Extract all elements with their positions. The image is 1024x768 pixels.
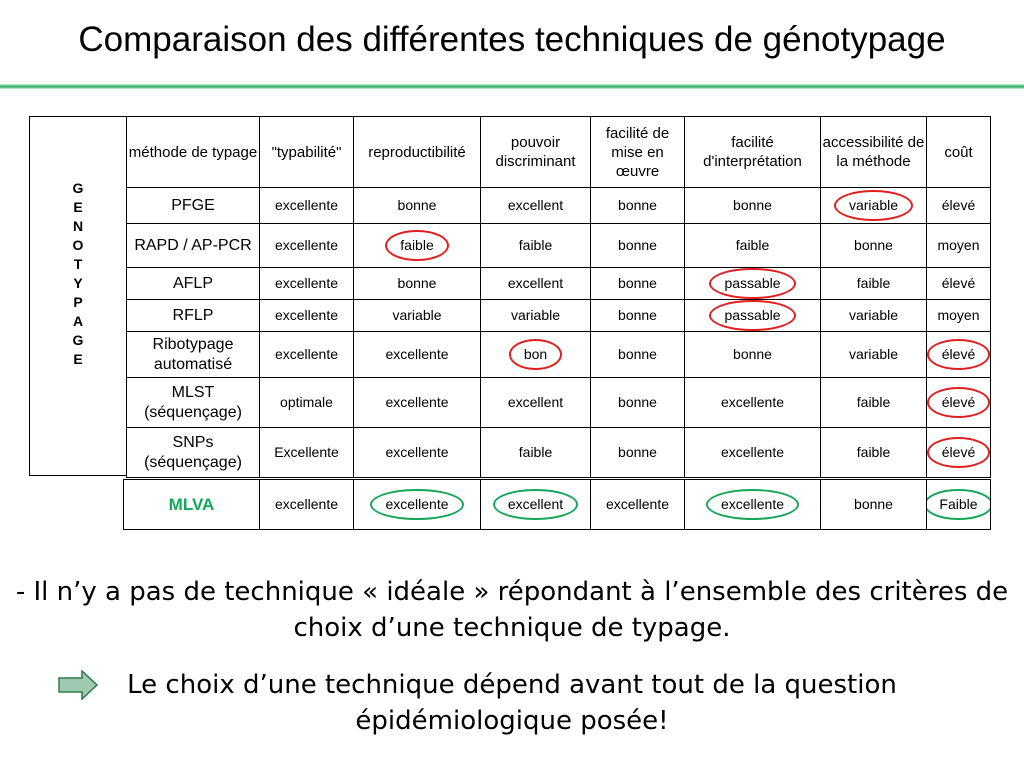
value-cell: excellent [481,268,591,300]
value-cell: excellente [354,428,481,478]
value-cell: faible [685,224,821,268]
mlva-row [124,480,991,530]
circled-value: excellente [720,496,785,512]
side-letter: P [73,294,83,310]
value-cell: excellente [260,332,354,378]
header-ease-of-use: facilité de mise en œuvre [591,117,685,188]
value-cell: variable [821,300,927,332]
circled-value: passable [724,307,781,323]
value-cell [685,268,821,300]
value-cell: bonne [591,188,685,224]
header-discriminatory-power: pouvoir discriminant [481,117,591,188]
value-cell: bonne [354,268,481,300]
value-cell: bonne [685,332,821,378]
value-cell: excellente [591,480,685,530]
circled-value: élevé [941,444,976,460]
side-letter: G [72,332,84,348]
side-letter: O [72,237,84,253]
header-typability: "typabilité" [260,117,354,188]
value-cell: bonne [591,300,685,332]
value-cell [927,480,991,530]
value-cell [927,378,991,428]
value-cell: excellente [685,378,821,428]
method-cell: MLST (séquençage) [127,378,260,428]
value-cell [821,188,927,224]
value-cell: excellente [354,332,481,378]
value-cell [685,480,821,530]
side-letter: E [73,351,83,367]
mlva-table [123,479,991,530]
value-cell: bonne [591,268,685,300]
method-cell: PFGE [127,188,260,224]
header-accessibility: accessibilité de la méthode [821,117,927,188]
table-row [127,188,991,224]
value-cell: faible [481,224,591,268]
value-cell: élevé [927,188,991,224]
value-cell: élevé [927,268,991,300]
mlva-method-cell: MLVA [124,480,260,530]
value-cell [354,480,481,530]
value-cell: excellent [481,378,591,428]
table-header-row [127,117,991,188]
value-cell: Excellente [260,428,354,478]
value-cell [927,428,991,478]
value-cell: moyen [927,224,991,268]
method-cell: RFLP [127,300,260,332]
title-divider [0,84,1024,89]
side-letter: E [73,199,83,215]
table-row [127,332,991,378]
table-row [127,378,991,428]
value-cell [481,480,591,530]
table-row [127,300,991,332]
circled-value: excellente [385,496,449,512]
value-cell [927,332,991,378]
value-cell: faible [821,268,927,300]
value-cell: bonne [685,188,821,224]
page-title: Comparaison des différentes techniques de génotypage [78,20,946,59]
circled-value: élevé [941,394,976,410]
value-cell: faible [821,378,927,428]
value-cell: moyen [927,300,991,332]
value-cell: excellente [260,188,354,224]
value-cell: excellente [354,378,481,428]
value-cell: bonne [591,224,685,268]
circled-value: variable [848,197,899,213]
value-cell: bonne [591,428,685,478]
value-cell: bonne [354,188,481,224]
right-arrow-icon [58,670,98,700]
circled-value: passable [724,275,781,291]
value-cell: excellente [260,300,354,332]
value-cell: faible [481,428,591,478]
circled-value: bon [523,346,548,362]
value-cell: faible [821,428,927,478]
value-cell: excellent [481,188,591,224]
table-row [127,224,991,268]
value-cell [685,300,821,332]
table-row [127,268,991,300]
header-method: méthode de typage [127,117,260,188]
value-cell: bonne [591,332,685,378]
method-cell: Ribotypage automatisé [127,332,260,378]
value-cell: bonne [591,378,685,428]
genotypage-side-label [29,116,127,476]
vertical-letters [30,179,126,369]
comparison-table [126,116,991,478]
value-cell: bonne [821,480,927,530]
value-cell: excellente [685,428,821,478]
header-ease-of-interpretation: facilité d'interprétation [685,117,821,188]
conclusion-text-2: Le choix d’une technique dépend avant tout de la question épidémiologique posée! [127,670,897,736]
method-cell: SNPs (séquençage) [127,428,260,478]
value-cell: optimale [260,378,354,428]
value-cell [354,224,481,268]
header-cost: coût [927,117,991,188]
value-cell: excellente [260,480,354,530]
method-cell: AFLP [127,268,260,300]
conclusion-text-1: - Il n’y a pas de technique « idéale » répondant à l’ensemble des critères de choix d’une technique de typage. [15,577,1009,643]
table-row [127,428,991,478]
side-letter: A [72,313,84,329]
side-letter: T [73,256,83,272]
value-cell: variable [354,300,481,332]
side-letter: G [72,180,84,196]
value-cell: variable [481,300,591,332]
value-cell: excellente [260,268,354,300]
circled-value: faible [400,237,434,253]
circled-value: excellent [507,496,564,512]
circled-value: élevé [941,346,976,362]
value-cell [481,332,591,378]
side-letter: Y [73,275,83,291]
value-cell: variable [821,332,927,378]
side-letter: N [72,218,84,234]
value-cell: bonne [821,224,927,268]
header-reproducibility: reproductibilité [354,117,481,188]
value-cell: excellente [260,224,354,268]
circled-value: Faible [939,496,978,512]
method-cell: RAPD / AP-PCR [127,224,260,268]
